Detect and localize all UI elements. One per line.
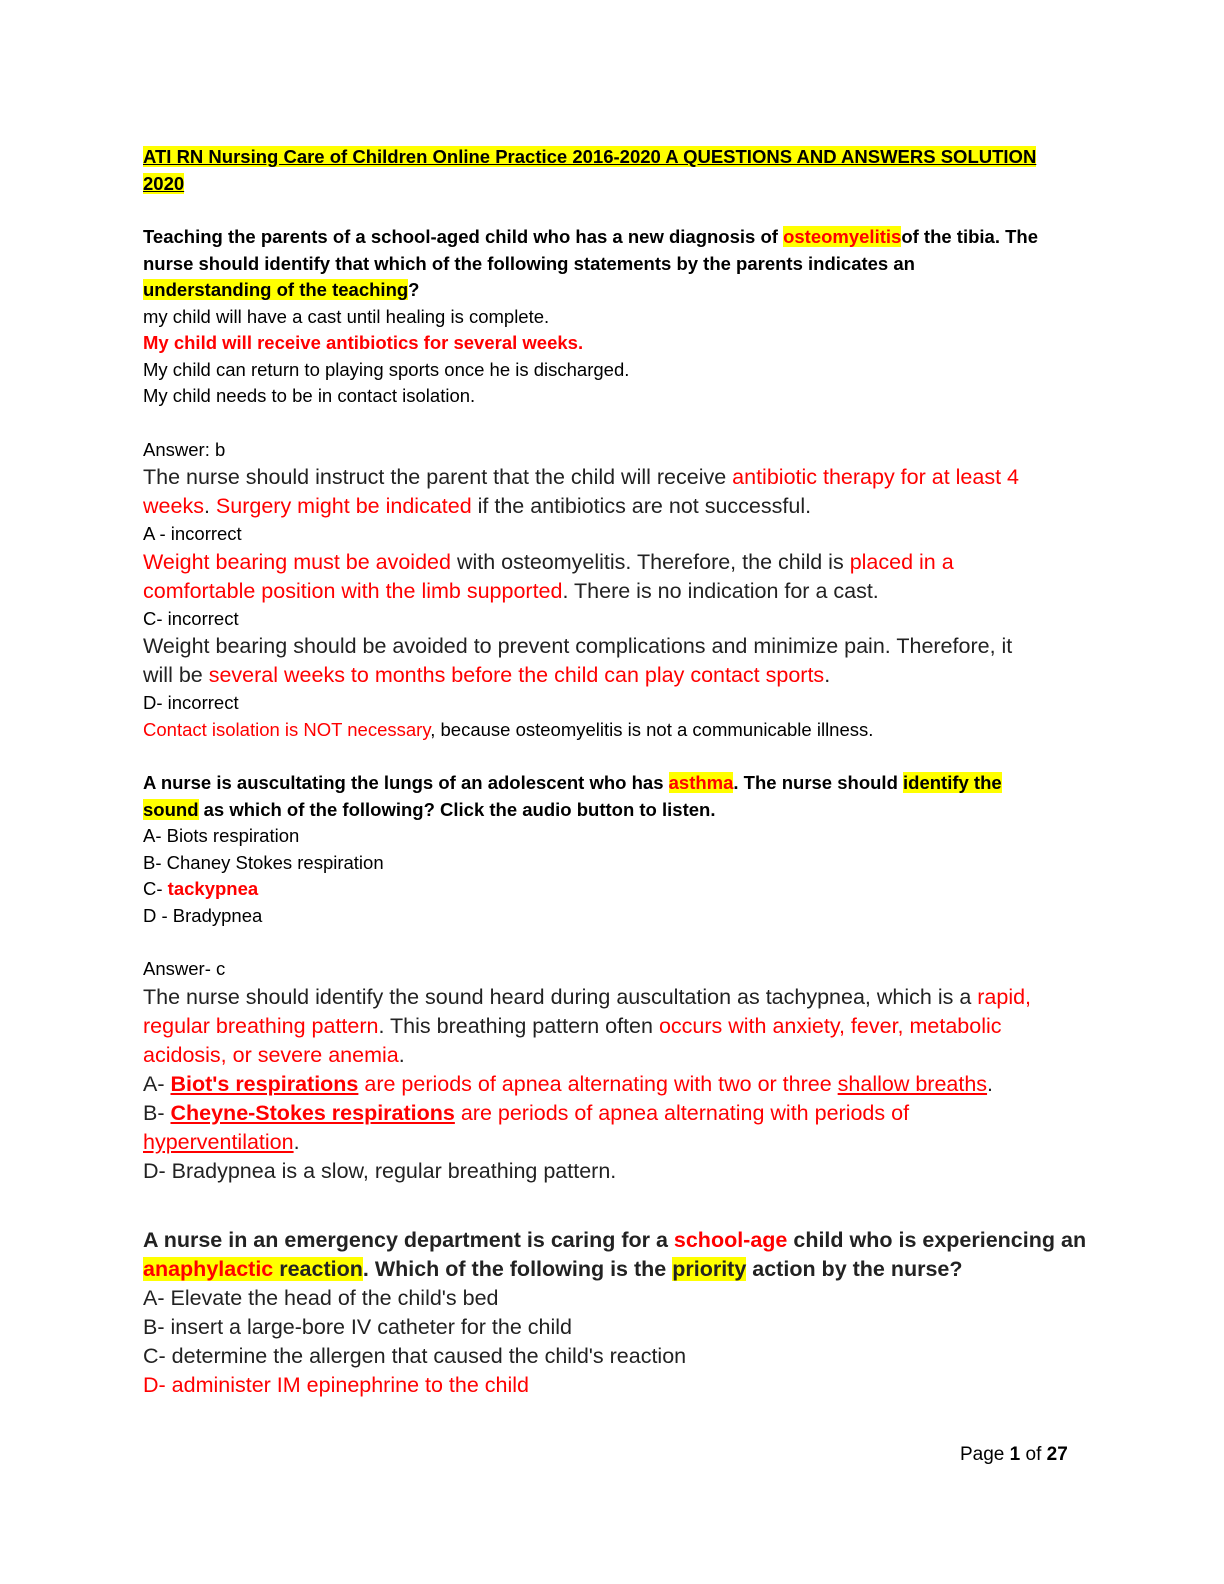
q3-option-c: C- determine the allergen that caused the child's reaction: [143, 1343, 687, 1368]
q1-explanation-line2: weeks. Surgery might be indicated if the antibiotics are not successful.: [143, 494, 812, 518]
q2-b-rationale-line2: hyperventilation.: [143, 1129, 300, 1154]
q1-option-b-correct: My child will receive antibiotics for several weeks.: [143, 332, 584, 353]
q2-b-rationale-line1: B- Cheyne-Stokes respirations are periods of apnea alternating with periods of: [143, 1100, 910, 1125]
q2-a-rationale: A- Biot's respirations are periods of apnea alternating with two or three shallow breaths.: [143, 1071, 994, 1096]
q3-stem-line2: anaphylactic reaction. Which of the following is the priority action by the nurse?: [143, 1256, 963, 1281]
q3-option-a: A- Elevate the head of the child's bed: [143, 1285, 499, 1310]
page-content: [143, 143, 1087, 1400]
q1-option-c: My child can return to playing sports once he is discharged.: [143, 358, 630, 380]
document-title: ATI RN Nursing Care of Children Online Practice 2016-2020 A QUESTIONS AND ANSWERS SOLUTION: [143, 146, 1037, 167]
q1-d-label: D- incorrect: [143, 692, 239, 713]
q2-stem-line1: A nurse is auscultating the lungs of an adolescent who has asthma. The nurse should identify the: [143, 772, 1002, 793]
q2-explanation-line1: The nurse should identify the sound heard during auscultation as tachypnea, which is a rapid,: [143, 984, 1032, 1009]
q2-option-a: A- Biots respiration: [143, 825, 300, 846]
q1-answer: Answer: b: [143, 438, 226, 460]
q1-stem-line1: Teaching the parents of a school-aged child who has a new diagnosis of osteomyelitisof the tibia. The: [143, 226, 1039, 247]
q1-a-rationale-line2: comfortable position with the limb supported. There is no indication for a cast.: [143, 578, 879, 603]
q1-stem-line2: nurse should identify that which of the following statements by the parents indicates an: [143, 252, 915, 274]
q2-answer: Answer- c: [143, 958, 226, 979]
q1-explanation-line1: The nurse should instruct the parent that the child will receive antibiotic therapy for at least 4: [143, 465, 1019, 489]
q1-d-rationale: Contact isolation is NOT necessary, because osteomyelitis is not a communicable illness.: [143, 718, 874, 740]
q2-option-c-correct: C- tackypnea: [143, 878, 259, 899]
q1-stem-line3: understanding of the teaching?: [143, 279, 420, 300]
q1-option-a: my child will have a cast until healing is complete.: [143, 305, 550, 327]
q1-c-label: C- incorrect: [143, 607, 239, 629]
q2-option-b: B- Chaney Stokes respiration: [143, 851, 384, 873]
q2-option-d: D - Bradypnea: [143, 904, 263, 926]
document-title-year: 2020: [143, 173, 185, 194]
q3-option-d-correct: D- administer IM epinephrine to the child: [143, 1372, 529, 1397]
q1-c-rationale-line2: will be several weeks to months before the child can play contact sports.: [143, 663, 831, 687]
q2-d-rationale: D- Bradypnea is a slow, regular breathing pattern.: [143, 1158, 617, 1183]
q1-a-label: A - incorrect: [143, 523, 242, 544]
q1-c-rationale-line1: Weight bearing should be avoided to prevent complications and minimize pain. Therefore, it: [143, 634, 1013, 658]
q3-option-b: B- insert a large-bore IV catheter for the child: [143, 1314, 573, 1339]
q2-explanation-line3: acidosis, or severe anemia.: [143, 1042, 405, 1067]
q1-a-rationale-line1: Weight bearing must be avoided with osteomyelitis. Therefore, the child is placed in a: [143, 549, 954, 574]
q2-explanation-line2: regular breathing pattern. This breathing pattern often occurs with anxiety, fever, metabolic: [143, 1013, 1002, 1038]
page-number: Page 1 of 27: [960, 1444, 1068, 1465]
q3-stem-line1: A nurse in an emergency department is caring for a school-age child who is experiencing an: [143, 1227, 1087, 1252]
q2-stem-line2: sound as which of the following? Click the audio button to listen.: [143, 798, 716, 820]
q1-option-d: My child needs to be in contact isolation.: [143, 385, 476, 406]
